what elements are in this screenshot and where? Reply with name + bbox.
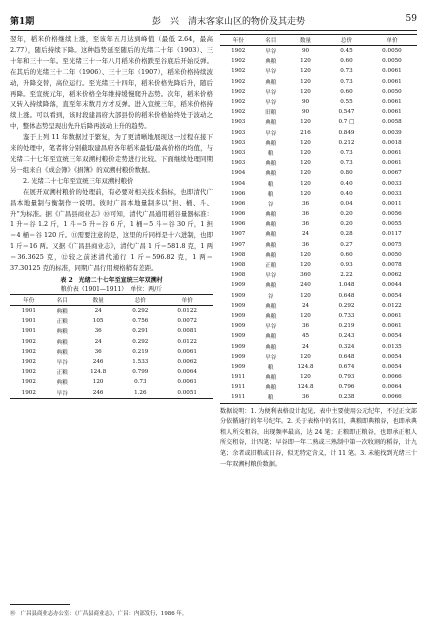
table-cell: 1902 bbox=[231, 78, 246, 85]
price-table-left bbox=[10, 294, 213, 399]
table-cell: 0.0117 bbox=[382, 231, 402, 238]
table-cell: 120 bbox=[300, 262, 311, 269]
table-cell: 0.27 bbox=[340, 241, 353, 248]
table-cell: 1.533 bbox=[132, 358, 149, 365]
table-title: 表 2 光绪二十七年至宣统三年双溯村 bbox=[60, 276, 163, 284]
table-row bbox=[220, 107, 417, 117]
running-title: 彭 兴 清末客家山区的物价及其走势 bbox=[151, 17, 305, 27]
table-cell: 1909 bbox=[231, 353, 246, 360]
table-cell: 0.0061 bbox=[382, 68, 402, 75]
table-row bbox=[220, 148, 417, 158]
table-cell: 0.0050 bbox=[382, 88, 402, 95]
table-cell: 0.648 bbox=[338, 353, 355, 360]
table-cell: 典粮 bbox=[265, 252, 277, 259]
table-cell: 0.0062 bbox=[382, 272, 402, 279]
col-unit: 单价 bbox=[161, 294, 213, 305]
table-row bbox=[220, 158, 417, 168]
table-cell: 1909 bbox=[231, 333, 246, 340]
table-cell: 1909 bbox=[231, 292, 246, 299]
table-cell: 0.73 bbox=[340, 68, 353, 75]
header-rule bbox=[10, 30, 417, 31]
table-cell: 典粮 bbox=[265, 212, 277, 219]
table-cell: 2.22 bbox=[340, 272, 353, 279]
table-row bbox=[220, 178, 417, 188]
table-cell: 0.292 bbox=[338, 302, 355, 309]
table-cell: 1904 bbox=[231, 180, 246, 187]
table-cell: 0.0056 bbox=[382, 211, 402, 218]
table-cell: 0.291 bbox=[132, 328, 149, 335]
table-cell: 0.7 □ bbox=[338, 119, 355, 126]
table-cell: 0.73 bbox=[340, 160, 353, 167]
table-cell: 0.0061 bbox=[382, 78, 402, 85]
table-cell: 0.0044 bbox=[382, 282, 402, 289]
table-cell: 120 bbox=[300, 292, 311, 299]
table-cell: 36 bbox=[285, 392, 326, 403]
table-cell: 0.0051 bbox=[161, 387, 213, 398]
table-row bbox=[10, 357, 213, 367]
table-row bbox=[220, 97, 417, 107]
table-cell: 0.238 bbox=[326, 392, 367, 403]
table-cell: 1901 bbox=[21, 318, 36, 325]
col-qty: 数量 bbox=[285, 35, 326, 46]
table-cell: 1904 bbox=[231, 170, 246, 177]
table-cell: 粮 bbox=[267, 181, 274, 188]
table-cell: 1903 bbox=[231, 160, 246, 167]
table-cell: 0.40 bbox=[340, 190, 353, 197]
table-row bbox=[220, 291, 417, 301]
table-header-row bbox=[10, 294, 213, 305]
table-cell: 0.0078 bbox=[382, 262, 402, 269]
table-cell: 90 bbox=[301, 99, 310, 106]
table-row bbox=[220, 77, 417, 87]
table-cell: 0.212 bbox=[338, 139, 355, 146]
table-cell: 谷 bbox=[267, 201, 274, 208]
table-row bbox=[220, 352, 417, 362]
footnote: ⑩ 广昌县商业志办公室：《广昌县商业志》，广昌：内部发行，1986 年。 bbox=[10, 611, 188, 617]
table-cell: 0.0050 bbox=[382, 58, 402, 65]
table-cell: 1902 bbox=[231, 109, 246, 116]
table-cell: 120 bbox=[300, 58, 311, 65]
table-cell: 120 bbox=[300, 139, 311, 146]
table-cell: 典粮 bbox=[265, 59, 277, 66]
table-cell: 0.292 bbox=[132, 338, 149, 345]
table-cell: 典粮 bbox=[265, 385, 277, 392]
table-row bbox=[220, 87, 417, 97]
table-cell: 0.0081 bbox=[177, 328, 197, 335]
table-cell: 120 bbox=[300, 251, 311, 258]
table-cell: 早谷 bbox=[265, 130, 277, 137]
table-cell: 1903 bbox=[231, 139, 246, 146]
table-cell: 1902 bbox=[10, 387, 48, 398]
table-cell: 1909 bbox=[231, 302, 246, 309]
table-cell: 36 bbox=[94, 348, 102, 355]
table-cell: 1907 bbox=[231, 231, 246, 238]
table-row bbox=[220, 250, 417, 260]
table-cell: 典粮 bbox=[265, 313, 277, 320]
table-cell: 0.219 bbox=[132, 348, 149, 355]
table-cell: 0.0064 bbox=[177, 369, 197, 376]
table-cell: 早谷 bbox=[265, 273, 277, 280]
table-row bbox=[220, 321, 417, 331]
table-cell: 0.0061 bbox=[382, 149, 402, 156]
table-cell: 早谷 bbox=[265, 69, 277, 76]
table-cell: 1909 bbox=[231, 282, 246, 289]
table-cell: 1902 bbox=[21, 358, 36, 365]
table-cell: 124.8 bbox=[297, 384, 314, 391]
table-cell: 1911 bbox=[220, 392, 256, 403]
table-row bbox=[220, 168, 417, 178]
table-row bbox=[220, 240, 417, 250]
col-unit: 单价 bbox=[367, 35, 417, 46]
table-row bbox=[220, 117, 417, 127]
table-cell: 1.048 bbox=[338, 282, 355, 289]
table-cell: 典粮 bbox=[265, 232, 277, 239]
table-row bbox=[220, 392, 417, 403]
table-cell: 1902 bbox=[231, 58, 246, 65]
table-cell: 90 bbox=[301, 109, 310, 116]
table-cell: 0.0061 bbox=[177, 348, 197, 355]
table-cell: 0.756 bbox=[132, 318, 149, 325]
table-cell: 典粮 bbox=[265, 303, 277, 310]
table-row bbox=[220, 382, 417, 392]
table-cell: 典粮 bbox=[265, 79, 277, 86]
table-cell: 典粮 bbox=[56, 349, 68, 356]
table-cell: 0.243 bbox=[338, 333, 355, 340]
table-cell: 36 bbox=[301, 211, 310, 218]
table-cell: 0.0064 bbox=[382, 384, 402, 391]
table-cell: 1908 bbox=[231, 251, 246, 258]
table-cell: 1911 bbox=[231, 384, 246, 391]
table-cell: 粮 bbox=[267, 364, 274, 371]
table-cell: 0.20 bbox=[340, 211, 353, 218]
table-cell: 1906 bbox=[231, 200, 246, 207]
table-row bbox=[220, 46, 417, 57]
table-cell: 0.547 bbox=[338, 109, 355, 116]
table-cell: 1902 bbox=[231, 88, 246, 95]
table-subtitle: 粮价表（1901—1911） 单位：两/斤 bbox=[60, 285, 163, 293]
table-cell: 24 bbox=[301, 343, 310, 350]
table-cell: 0.674 bbox=[338, 363, 355, 370]
table-row bbox=[220, 189, 417, 199]
table-cell: 0.0135 bbox=[382, 343, 402, 350]
table-cell: 0.0061 bbox=[382, 323, 402, 330]
issue-label: 第1期 bbox=[10, 17, 35, 27]
table-row bbox=[220, 301, 417, 311]
table-cell: 24 bbox=[94, 338, 102, 345]
table-cell: 早谷 bbox=[48, 387, 78, 398]
table-row bbox=[10, 337, 213, 347]
col-total: 总价 bbox=[326, 35, 367, 46]
table-cell: 0.0054 bbox=[382, 353, 402, 360]
table-row bbox=[220, 331, 417, 341]
data-note: 数据说明：1. 为便利表格设计起见，表中主要使用公元纪年，不过正文部分依循通行的年号纪年。2. 关于表格中的名目，典粮即典粮谷，也即承典租人所交租谷，出现频率最高，达 24 笔；正粮即正粮谷，也即承正租人所交租谷，计四笔；早谷即一年二熟或三熟制中第一次收割的稻谷，计九笔；余者或旧粮或日谷，似无特定含义，计 11 笔。3. 未能找到光绪三十一年双溯村粮价数据。 bbox=[220, 407, 417, 468]
table-row bbox=[10, 326, 213, 336]
table-row bbox=[220, 362, 417, 372]
table-cell: 0.80 bbox=[340, 170, 353, 177]
table-cell: 1909 bbox=[231, 323, 246, 330]
table-cell: 24 bbox=[301, 231, 310, 238]
page-number: 59 bbox=[405, 14, 417, 24]
table-cell: 1902 bbox=[231, 99, 246, 106]
table-cell: 粮 bbox=[256, 392, 285, 403]
table-cell: 1909 bbox=[231, 343, 246, 350]
table-cell: 1906 bbox=[231, 221, 246, 228]
table-cell: 90 bbox=[301, 48, 310, 55]
table-row bbox=[220, 229, 417, 239]
left-column bbox=[10, 34, 213, 399]
table-cell: 典粮 bbox=[265, 344, 277, 351]
table-row bbox=[10, 387, 213, 398]
col-item: 名目 bbox=[48, 294, 78, 305]
table-cell: 0.0066 bbox=[367, 392, 417, 403]
table-cell: 0.292 bbox=[132, 308, 149, 315]
table-cell: 120 bbox=[300, 68, 311, 75]
table-cell: 105 bbox=[92, 318, 104, 325]
table-cell: 120 bbox=[300, 160, 311, 167]
table-cell: 0.0061 bbox=[382, 312, 402, 319]
table-cell: 1903 bbox=[231, 129, 246, 136]
table-cell: 1908 bbox=[231, 272, 246, 279]
table-cell: 0.0061 bbox=[177, 379, 197, 386]
table-cell: 典粮 bbox=[265, 283, 277, 290]
table-cell: 0.793 bbox=[338, 374, 355, 381]
footnote-rule bbox=[10, 604, 70, 605]
table-cell: 0.0061 bbox=[382, 109, 402, 116]
table-cell: 246 bbox=[92, 358, 104, 365]
table-cell: 0.849 bbox=[338, 129, 355, 136]
table-cell: 36 bbox=[301, 323, 310, 330]
table-cell: 粮 bbox=[267, 150, 274, 157]
table-cell: 1909 bbox=[231, 312, 246, 319]
table-cell: 1903 bbox=[231, 119, 246, 126]
table-cell: 典粮 bbox=[265, 140, 277, 147]
table-cell: 120 bbox=[300, 88, 311, 95]
table-cell: 0.0061 bbox=[382, 99, 402, 106]
table-cell: 45 bbox=[301, 333, 310, 340]
table-cell: 典粮 bbox=[56, 329, 68, 336]
table-cell: 典粮 bbox=[265, 375, 277, 382]
table-cell: 1907 bbox=[231, 241, 246, 248]
table-cell: 典粮 bbox=[265, 334, 277, 341]
table-cell: 0.55 bbox=[340, 99, 353, 106]
table-cell: 0.796 bbox=[338, 384, 355, 391]
body-paragraph: 在展开双溯村粮价的处理前，有必要对相关技术指标，也即清代广昌本地量制与衡制作一说明。彼时广昌本地量制多以“担、桶、斗、升”为标准。据《广昌县商业志》⑩可知，清代广昌通用稻谷量器标准：1 升＝谷 1.2 斤，1 斗＝5 升＝谷 6 斤，1 桶＝5 斗＝谷 30 斤，1 担＝4 桶＝谷 120 斤。⑪需要注意的是，这里的斤同样是十六进制，也即 1 斤＝16 两。又据《广昌县商业志》，清代广昌 1 斤＝581.8 克，1 两＝36.3625 克，⑫较之前述清代通行 1 斤＝596.82 克，1 两＝37.30125 克的标准，同期广昌行用规格稍有差距。 bbox=[10, 187, 213, 273]
col-year: 年份 bbox=[10, 294, 48, 305]
table-row bbox=[220, 219, 417, 229]
table-cell: 0.40 bbox=[340, 180, 353, 187]
table-cell: 0.45 bbox=[340, 48, 353, 55]
col-item: 名目 bbox=[256, 35, 285, 46]
table-cell: 1901 bbox=[21, 328, 36, 335]
table-cell: 粮 bbox=[267, 191, 274, 198]
price-table-right bbox=[220, 34, 417, 404]
col-year: 年份 bbox=[220, 35, 256, 46]
table-cell: 0.0122 bbox=[382, 302, 402, 309]
table-cell: 120 bbox=[300, 190, 311, 197]
table-cell: 旧粮 bbox=[265, 110, 277, 117]
table-body bbox=[10, 305, 213, 398]
table-cell: 0.28 bbox=[340, 231, 353, 238]
body-paragraph: 翌年，稻米价格继续上涨，至该年五月达到峰值（最低 2.64，最高 2.77），随后持续下降。这种趋势延至随后的光绪二十年（1903）、三十年和三十一年。至光绪三十一年八月稻米价格跌至谷底后开始反弹。在其后的光绪三十二年（1906）、三十三年（1907），稻米价格持续波动，升降交替，高位运行。至光绪三十四年，稻米价格先降后升，随后再降。至宣统元年，稻米价格全年维持缓慢爬升态势。次年，稻米价格又转入持续降落，直至年末数月方才反弹。进入宣统三年，稻米价格持续上涨。可以看到，该时段建昌府大部县份的稻米价格始终处于波动之中，整体态势呈现出先升后降再波动上升的趋势。 bbox=[10, 35, 213, 131]
table-cell: 典粮 bbox=[56, 380, 68, 387]
table-cell: 124.8 bbox=[90, 369, 107, 376]
table-row bbox=[10, 316, 213, 326]
table-cell: 正粮 bbox=[56, 319, 68, 326]
table-cell: 24 bbox=[301, 302, 310, 309]
table-row bbox=[220, 209, 417, 219]
table-cell: 1902 bbox=[21, 348, 36, 355]
table-cell: 0.0061 bbox=[382, 160, 402, 167]
table-cell: 0.0050 bbox=[382, 48, 402, 55]
table-row bbox=[220, 341, 417, 351]
table-cell: 0.0122 bbox=[177, 308, 197, 315]
table-row bbox=[220, 199, 417, 209]
table-cell: 0.73 bbox=[134, 379, 147, 386]
table-row bbox=[10, 347, 213, 357]
table-row bbox=[220, 128, 417, 138]
table-row bbox=[220, 56, 417, 66]
table-row bbox=[220, 138, 417, 148]
section-subheading: 2. 光绪二十七年至宣统三年双溯村粮价 bbox=[23, 176, 134, 185]
table-cell: 1906 bbox=[231, 211, 246, 218]
table-cell: 1.26 bbox=[119, 387, 161, 398]
table-cell: 0.0122 bbox=[177, 338, 197, 345]
table-cell: 早谷 bbox=[265, 354, 277, 361]
table-cell: 典粮 bbox=[265, 120, 277, 127]
table-cell: 240 bbox=[300, 282, 311, 289]
table-cell: 0.0033 bbox=[382, 180, 402, 187]
table-cell: 120 bbox=[300, 374, 311, 381]
table-cell: 120 bbox=[300, 312, 311, 319]
table-cell: 0.0055 bbox=[382, 221, 402, 228]
table-row bbox=[10, 305, 213, 316]
table-cell: 1902 bbox=[231, 68, 246, 75]
table-cell: 1902 bbox=[21, 369, 36, 376]
table-cell: 36 bbox=[301, 241, 310, 248]
table-cell: 正粮 bbox=[56, 370, 68, 377]
table-cell: 谷 bbox=[267, 293, 274, 300]
table-row bbox=[220, 66, 417, 76]
table-cell: 0.648 bbox=[338, 292, 355, 299]
table-cell: 0.799 bbox=[132, 369, 149, 376]
table-cell: 0.0058 bbox=[382, 119, 402, 126]
table-cell: 0.733 bbox=[338, 312, 355, 319]
table-row bbox=[220, 372, 417, 382]
table-cell: 1903 bbox=[231, 149, 246, 156]
table-row bbox=[220, 270, 417, 280]
table-cell: 0.04 bbox=[340, 200, 353, 207]
table-cell: 246 bbox=[77, 387, 119, 398]
table-cell: 36 bbox=[301, 200, 310, 207]
table-cell: 120 bbox=[300, 353, 311, 360]
table-cell: 0.0072 bbox=[177, 318, 197, 325]
table-cell: 早谷 bbox=[265, 324, 277, 331]
table-header-row bbox=[220, 35, 417, 46]
table-cell: 0.0067 bbox=[382, 170, 402, 177]
right-column bbox=[220, 34, 417, 470]
table-cell: 1901 bbox=[21, 308, 36, 315]
table-cell: 120 bbox=[300, 119, 311, 126]
table-cell: 124.8 bbox=[297, 363, 314, 370]
table-cell: 正粮 bbox=[265, 263, 277, 270]
table-cell: 1902 bbox=[21, 338, 36, 345]
table-cell: 1906 bbox=[231, 190, 246, 197]
table-cell: 0.0054 bbox=[382, 363, 402, 370]
table-row bbox=[10, 377, 213, 387]
table-cell: 120 bbox=[92, 379, 104, 386]
table-cell: 0.0054 bbox=[382, 292, 402, 299]
table-cell: 典粮 bbox=[265, 171, 277, 178]
table-cell: 0.73 bbox=[340, 78, 353, 85]
table-cell: 120 bbox=[300, 170, 311, 177]
table-cell: 120 bbox=[300, 149, 311, 156]
table-cell: 0.60 bbox=[340, 251, 353, 258]
table-row bbox=[220, 260, 417, 270]
table-cell: 早谷 bbox=[56, 359, 68, 366]
table-cell: 典粮 bbox=[56, 339, 68, 346]
table-cell: 0.0062 bbox=[177, 358, 197, 365]
table-cell: 0.0054 bbox=[382, 333, 402, 340]
table-cell: 典粮 bbox=[265, 222, 277, 229]
table-cell: 216 bbox=[300, 129, 311, 136]
table-cell: 早谷 bbox=[265, 100, 277, 107]
body-paragraph: 鉴于上列 11 年数据过于繁复，为了更清晰地展现这一过程在接下来的处理中，笔者将分别截取建昌府各年稻米最低/最高价格的均值，与光绪二十七年至宣统三年双溯村粮价走势进行比较。下面继续处理同期另一组来自《成会簿》《捐簿》的双溯村粮价数据。 bbox=[10, 133, 213, 174]
table-cell: 典粮 bbox=[265, 161, 277, 168]
table-cell: 0.0039 bbox=[382, 129, 402, 136]
table-cell: 0.93 bbox=[340, 262, 353, 269]
table-cell: 0.0050 bbox=[382, 251, 402, 258]
table-body bbox=[220, 46, 417, 404]
table-cell: 0.60 bbox=[340, 88, 353, 95]
col-qty: 数量 bbox=[77, 294, 119, 305]
table-cell: 早谷 bbox=[265, 49, 277, 56]
table-cell: 360 bbox=[300, 272, 311, 279]
table-cell: 0.20 bbox=[340, 221, 353, 228]
table-cell: 0.219 bbox=[338, 323, 355, 330]
table-cell: 0.0033 bbox=[382, 190, 402, 197]
running-header bbox=[10, 14, 417, 28]
table-cell: 1902 bbox=[21, 379, 36, 386]
table-cell: 36 bbox=[301, 221, 310, 228]
table-cell: 120 bbox=[300, 78, 311, 85]
table-cell: 120 bbox=[300, 180, 311, 187]
table-cell: 0.0011 bbox=[382, 200, 402, 207]
table-cell: 典粮 bbox=[265, 242, 277, 249]
table-cell: 典粮 bbox=[56, 309, 68, 316]
table-cell: 早谷 bbox=[265, 89, 277, 96]
table-cell: 0.324 bbox=[338, 343, 355, 350]
table-row bbox=[10, 367, 213, 377]
table-row bbox=[220, 280, 417, 290]
table-cell: 36 bbox=[94, 328, 102, 335]
table-cell: 1902 bbox=[231, 48, 246, 55]
table-cell: 0.60 bbox=[340, 58, 353, 65]
table-cell: 0.0066 bbox=[382, 374, 402, 381]
col-total: 总价 bbox=[119, 294, 161, 305]
table-cell: 1911 bbox=[231, 374, 246, 381]
table-cell: 0.0018 bbox=[382, 139, 402, 146]
table-row bbox=[220, 311, 417, 321]
table-cell: 0.0075 bbox=[382, 241, 402, 248]
table-cell: 24 bbox=[94, 308, 102, 315]
table-cell: 1909 bbox=[231, 363, 246, 370]
table-cell: 1908 bbox=[231, 262, 246, 269]
table-cell: 0.73 bbox=[340, 149, 353, 156]
